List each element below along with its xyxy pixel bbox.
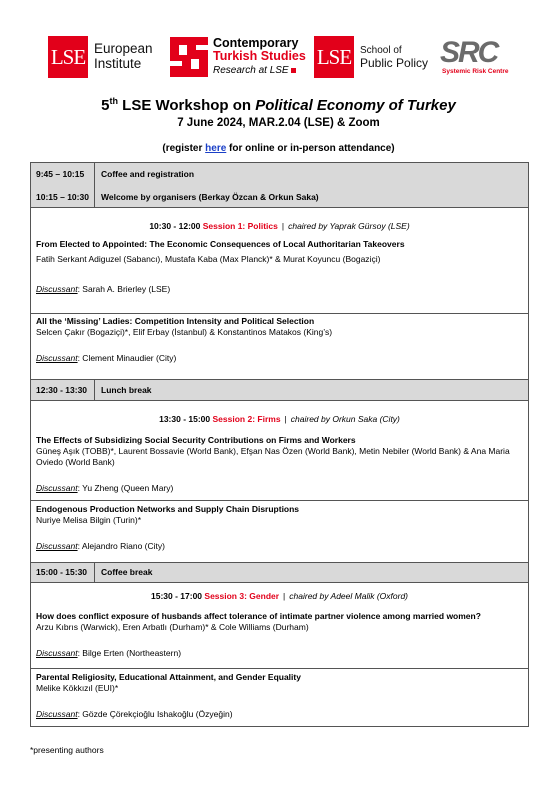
paper-3: The Effects of Subsidizing Social Security Contributions on Firms and Workers Güneş Aşık (TOBB)*, Laurent Bossavie (World Bank), Efşan Nas Özen (World Bank), Metin Nebiler (World Bank) & Ana Maria Oviedo (World Bank) Discussant: Yu Zheng (Queen Mary) (36, 435, 510, 493)
row-coffee-break: 15:00 - 15:30 Coffee break (31, 563, 528, 582)
ct-studies-title: Contemporary Turkish Studies (213, 36, 306, 63)
paper-2: All the ‘Missing’ Ladies: Competition Intensity and Political Selection Selcen Çakır (Bogaziçi)*, Elif Erbay (İstanbul) & Konstantinos Matakos (King’s) Discussant: Clement Minaudier (City) (36, 316, 333, 363)
european-institute-label: European Institute (94, 41, 153, 71)
paper-4: Endogenous Production Networks and Supply Chain Disruptions Nuriye Melisa Bilgin (Turin)* Discussant: Alejandro Riano (City) (36, 504, 300, 551)
register-line: (register here for online or in-person attendance) (162, 143, 395, 154)
session-2-header: 13:30 - 15:00 Session 2: Firms | chaired by Orkun Saka (City) (159, 414, 400, 424)
ct-studies-subtitle: Research at LSE (213, 65, 296, 76)
page-title: 5th LSE Workshop on Political Economy of Turkey (101, 96, 456, 114)
lse-logo-2: LSE (314, 36, 354, 78)
paper-5: How does conflict exposure of husbands affect tolerance of intimate partner violence among married women? Arzu Kıbrıs (Warwick), Eren Arbatlı (Durham)* & Cole Williams (Durham) Discussant: Bilge Erten (Northeastern) (36, 611, 481, 658)
footnote: *presenting authors (30, 745, 104, 755)
session-1-header: 10:30 - 12:00 Session 1: Politics | chaired by Yaprak Gürsoy (LSE) (149, 221, 410, 231)
paper-1: From Elected to Appointed: The Economic Consequences of Local Authoritarian Takeovers Fatih Serkant Adiguzel (Sabancı), Mustafa Kaba (Max Planck)* & Murat Koyuncu (Bogaziçi) Discussant: Sarah A. Brierley (LSE) (36, 239, 405, 294)
src-subtitle: Systemic Risk Centre (442, 68, 509, 75)
session-3-header: 15:30 - 17:00 Session 3: Gender | chaired by Adeel Malik (Oxford) (150, 591, 408, 601)
school-public-policy-label: School of Public Policy (360, 45, 429, 70)
row-coffee-registration: 9:45 – 10:15 Coffee and registration (31, 163, 528, 184)
contemporary-turkish-studies-logo (170, 37, 208, 77)
date-venue: 7 June 2024, MAR.2.04 (LSE) & Zoom (177, 117, 380, 129)
src-logo: SRC (440, 36, 498, 69)
schedule-table (30, 162, 529, 727)
row-welcome: 10:15 – 10:30 Welcome by organisers (Berkay Özcan & Orkun Saka) (31, 184, 528, 207)
paper-6: Parental Religiosity, Educational Attainment, and Gender Equality Melike Kökkızıl (EUI)* Discussant: Gözde Çörekçioğlu Ishakoğlu (Özyeğin) (36, 672, 301, 719)
logo-strip (48, 34, 518, 82)
row-lunch: 12:30 - 13:30 Lunch break (31, 380, 528, 400)
lse-logo: LSE (48, 36, 88, 78)
register-link[interactable]: here (205, 143, 227, 154)
